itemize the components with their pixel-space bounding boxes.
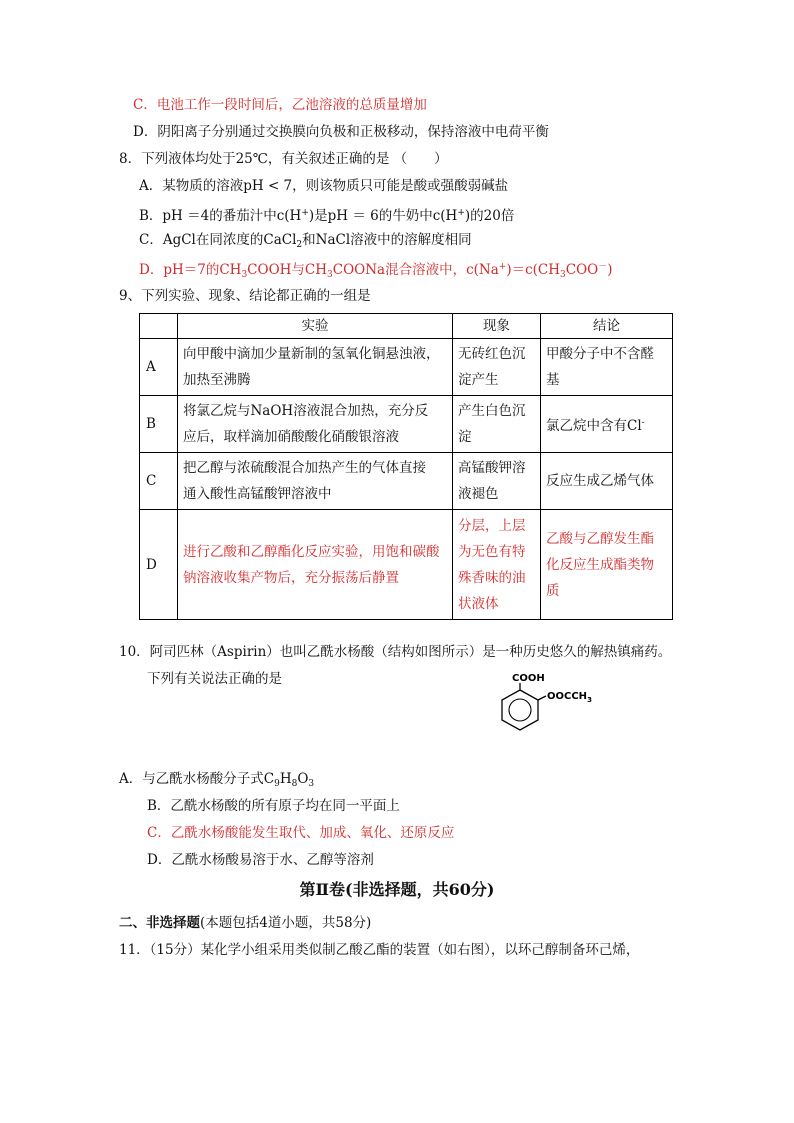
ester-label: $OOCCH_3$ bbox=[547, 691, 592, 704]
conclusion-cell: 乙酸与乙醇发生酯 化反应生成酯类物 质 bbox=[541, 510, 673, 620]
aromatic-circle bbox=[509, 699, 531, 721]
benzene-ring bbox=[502, 690, 538, 730]
q10-stem-line2: 下列有关说法正确的是 bbox=[147, 671, 282, 687]
table-header bbox=[140, 314, 178, 339]
cooh-label: COOH bbox=[512, 673, 545, 684]
q10-option-d: D．乙酰水杨酸易溶于水、乙醇等溶剂 bbox=[147, 852, 374, 868]
bond-ester bbox=[538, 696, 546, 700]
q8-option-c: C．AgCl在同浓度的CaCl$_2$和NaCl溶液中的溶解度相同 bbox=[139, 232, 472, 250]
experiment-cell: 将氯乙烷与NaOH溶液混合加热，充分反 应后，取样滴加硝酸酸化硝酸银溶液 bbox=[178, 396, 453, 453]
q7-option-c: C．电池工作一段时间后，乙池溶液的总质量增加 bbox=[133, 97, 427, 113]
q8-option-d: D．pH＝7的$CH_3COOH$与$CH_3COONa$混合溶液中，$c(Na^+)=c(CH_3COO^-)$ bbox=[139, 262, 613, 280]
experiment-cell: 把乙醇与浓硫酸混合加热产生的气体直接 通入酸性高锰酸钾溶液中 bbox=[178, 453, 453, 510]
row-label: A bbox=[140, 339, 178, 396]
q8-option-a: A．某物质的溶液pH < 7，则该物质只可能是酸或强酸弱碱盐 bbox=[139, 178, 509, 194]
table-header: 实验 bbox=[178, 314, 453, 339]
table-row bbox=[140, 396, 673, 453]
table-header: 现象 bbox=[453, 314, 541, 339]
table-header: 结论 bbox=[541, 314, 673, 339]
q10-stem-line1: 10．阿司匹林（Aspirin）也叫乙酰水杨酸（结构如图所示）是一种历史悠久的解热镇痛药。 bbox=[119, 644, 672, 660]
conclusion-cell: 反应生成乙烯气体 bbox=[541, 453, 673, 510]
table-header-row bbox=[140, 314, 673, 339]
table-row bbox=[140, 339, 673, 396]
row-label: D bbox=[140, 510, 178, 620]
table-row bbox=[140, 510, 673, 620]
row-label: C bbox=[140, 453, 178, 510]
q8-option-b: B．pH ＝4的番茄汁中c(H+)是pH ＝ 6的牛奶中c(H+)的20倍 bbox=[139, 208, 515, 224]
table-row bbox=[140, 453, 673, 510]
q10-option-b: B．乙酰水杨酸的所有原子均在同一平面上 bbox=[147, 798, 400, 814]
q10-option-a: A．与乙酰水杨酸分子式$C_9H_8O_3$ bbox=[119, 771, 315, 789]
observation-cell: 分层，上层 为无色有特 殊香味的油 状液体 bbox=[453, 510, 541, 620]
q9-stem: 9、下列实验、现象、结论都正确的一组是 bbox=[119, 288, 371, 304]
observation-cell: 产生白色沉 淀 bbox=[453, 396, 541, 453]
part2-heading: 二、非选择题(本题包括4道小题，共58分) bbox=[119, 915, 372, 931]
aspirin-structure-diagram bbox=[490, 672, 610, 738]
q7-option-d: D．阴阳离子分别通过交换膜向负极和正极移动，保持溶液中电荷平衡 bbox=[133, 124, 549, 140]
observation-cell: 无砖红色沉 淀产生 bbox=[453, 339, 541, 396]
row-label: B bbox=[140, 396, 178, 453]
conclusion-cell: 甲酸分子中不含醛 基 bbox=[541, 339, 673, 396]
experiment-cell: 向甲酸中滴加少量新制的氢氧化铜悬浊液， 加热至沸腾 bbox=[178, 339, 453, 396]
q10-option-c: C．乙酰水杨酸能发生取代、加成、氧化、还原反应 bbox=[147, 825, 455, 841]
conclusion-cell: 氯乙烷中含有Cl- bbox=[541, 396, 673, 453]
q11-stem: 11．（15分）某化学小组采用类似制乙酸乙酯的装置（如右图），以环己醇制备环己烯， bbox=[119, 942, 640, 958]
experiment-cell: 进行乙酸和乙醇酯化反应实验，用饱和碳酸 钠溶液收集产物后，充分振荡后静置 bbox=[178, 510, 453, 620]
q9-table bbox=[139, 313, 673, 620]
part2-title: 第Ⅱ卷(非选择题，共60分) bbox=[299, 880, 495, 899]
observation-cell: 高锰酸钾溶 液褪色 bbox=[453, 453, 541, 510]
q8-stem: 8．下列液体均处于25℃，有关叙述正确的是 （ ） bbox=[119, 151, 448, 167]
